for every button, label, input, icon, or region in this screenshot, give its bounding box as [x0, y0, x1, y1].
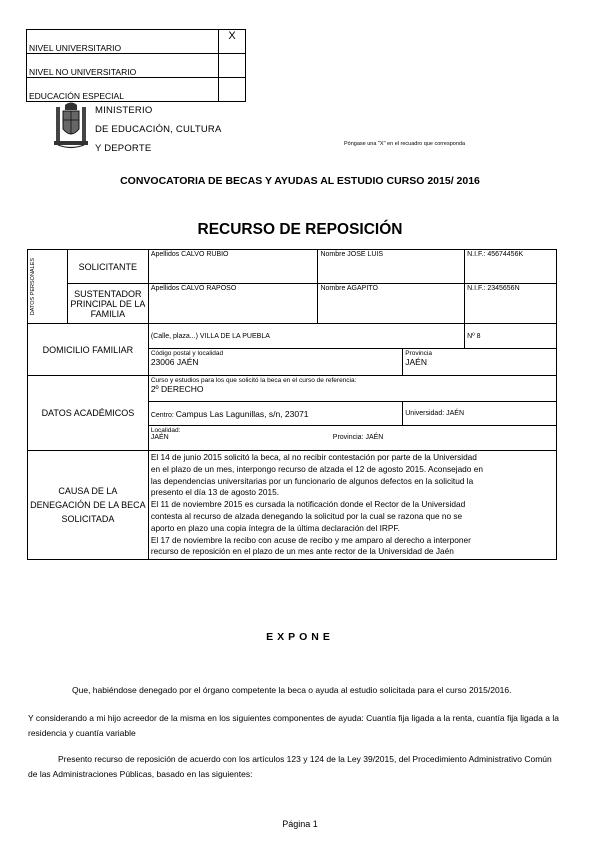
level-row [27, 30, 246, 54]
causa-text[interactable] [148, 451, 556, 560]
causa-line: aporto en plazo una copia íntegra de la última declaración del IRPF. [150, 522, 400, 533]
coat-of-arms-icon [52, 101, 90, 149]
sustentador-label: SUSTENTADOR PRINCIPAL DE LA FAMILIA [67, 284, 148, 324]
expone-heading: EXPONE [266, 631, 334, 643]
level-checkbox[interactable]: X [219, 30, 246, 54]
causa-line: El 11 de noviembre 2015 es cursada la notificación donde el Rector de la Universidad [150, 499, 466, 510]
localidad-label: Localidad: [150, 427, 181, 434]
curso-value: 2º DERECHO [150, 384, 204, 394]
hint-text: Póngase una "X" en el recuadro que corresponda [344, 141, 466, 147]
solicitante-label: SOLICITANTE [67, 250, 148, 284]
domicilio-label: DOMICILIO FAMILIAR [28, 324, 149, 376]
ministry-line: DE EDUCACIÓN, CULTURA [95, 124, 222, 135]
academicos-universidad[interactable]: Universidad: JAÉN [403, 402, 557, 426]
datos-personales-label: DATOS PERSONALES [30, 257, 36, 316]
level-checkbox[interactable] [219, 78, 246, 102]
solicitante-nombre[interactable]: Nombre JOSE LUIS [318, 250, 465, 284]
academicos-row [28, 376, 557, 402]
provincia-academica: Provincia: JAÉN [332, 434, 384, 441]
sustentador-nif[interactable]: N.I.F.: 2345656N [465, 284, 557, 324]
provincia-value: JAÉN [405, 357, 427, 367]
ministry-line: MINISTERIO [95, 105, 153, 116]
academicos-centro[interactable] [148, 402, 402, 426]
causa-label: CAUSA DE LA DENEGACIÓN DE LA BECA SOLICITADA [28, 451, 149, 560]
causa-line: presento el día 13 de agosto 2015. [150, 487, 280, 498]
paragraph: Y considerando a mi hijo acreedor de la misma en los siguientes componentes de ayuda: Cuantía fija ligada a la renta, cuantía fija ligada a la residencia y cuantía variable [28, 713, 559, 738]
level-label: NIVEL NO UNIVERSITARIO [27, 54, 219, 78]
localidad-value: JAÉN [150, 434, 169, 441]
domicilio-numero[interactable]: Nº 8 [465, 324, 557, 349]
domicilio-row [28, 324, 557, 349]
causa-line: recurso de reposición en el plazo de un mes ante rector de la Universidad de Jaén [150, 546, 454, 557]
causa-line: en el plazo de un mes, interpongo recurso de alzada el 12 de agosto 2015. Aconsejado en [150, 463, 483, 474]
centro-label: Centro: [150, 411, 174, 419]
level-row [27, 78, 246, 102]
centro-value: Campus Las Lagunillas, s/n, 23071 [175, 408, 309, 419]
level-checkbox[interactable] [219, 54, 246, 78]
sustentador-nombre[interactable]: Nombre AGAPITO [318, 284, 465, 324]
ministry-name [95, 101, 221, 158]
sustentador-apellidos[interactable]: Apellidos CALVO RAPOSO [148, 284, 318, 324]
domicilio-cp[interactable] [148, 349, 402, 376]
academicos-curso[interactable] [148, 376, 556, 402]
level-label: NIVEL UNIVERSITARIO [27, 30, 219, 54]
solicitante-nif[interactable]: N.I.F.: 45674456K [465, 250, 557, 284]
level-table [26, 29, 246, 102]
form-table [27, 249, 557, 560]
domicilio-calle[interactable]: (Calle, plaza...) VILLA DE LA PUEBLA [148, 324, 464, 349]
cp-value: 23006 JAÉN [150, 357, 199, 367]
level-label: EDUCACIÓN ESPECIAL [27, 78, 219, 102]
ministry-line: Y DEPORTE [95, 143, 152, 154]
datos-personales-cell [28, 250, 68, 324]
domicilio-provincia[interactable] [403, 349, 557, 376]
page-number: Página 1 [282, 819, 318, 829]
paragraph: Presento recurso de reposición de acuerdo con los artículos 123 y 124 de la Ley 39/2015, del Procedimiento Administrativo Común de las Administraciones Públicas, basado en las siguientes: [28, 754, 552, 779]
level-row [27, 54, 246, 78]
causa-row [28, 451, 557, 560]
causa-line: las dependencias universitarias por un funcionario de algunos defectos en la solicitud la [150, 475, 474, 486]
cp-label: Código postal y localidad [150, 350, 224, 357]
curso-label: Curso y estudios para los que solicitó la beca en el curso de referencia: [150, 377, 357, 384]
causa-line: El 17 de noviembre la recibo con acuse de recibo y me amparo al derecho a interponer [150, 534, 471, 545]
causa-line: contesta al recurso de alzada denegando la solicitud por la cual se razona que no se [150, 510, 463, 521]
convocatoria-heading: CONVOCATORIA DE BECAS Y AYUDAS AL ESTUDIO CURSO 2015/ 2016 [120, 175, 480, 187]
academicos-label: DATOS ACADÉMICOS [28, 376, 149, 451]
academicos-localidad[interactable] [148, 426, 556, 451]
page-title: RECURSO DE REPOSICIÓN [197, 221, 403, 238]
solicitante-row [28, 250, 557, 284]
sustentador-row [28, 284, 557, 324]
provincia-label: Provincia [405, 350, 432, 357]
causa-line: El 14 de junio 2015 solicitó la beca, al no recibir contestación por parte de la Universidad [150, 452, 477, 462]
paragraph: Que, habiéndose denegado por el órgano competente la beca o ayuda al estudio solicitada para el curso 2015/2016. [72, 685, 512, 695]
solicitante-apellidos[interactable]: Apellidos CALVO RUBIO [148, 250, 318, 284]
